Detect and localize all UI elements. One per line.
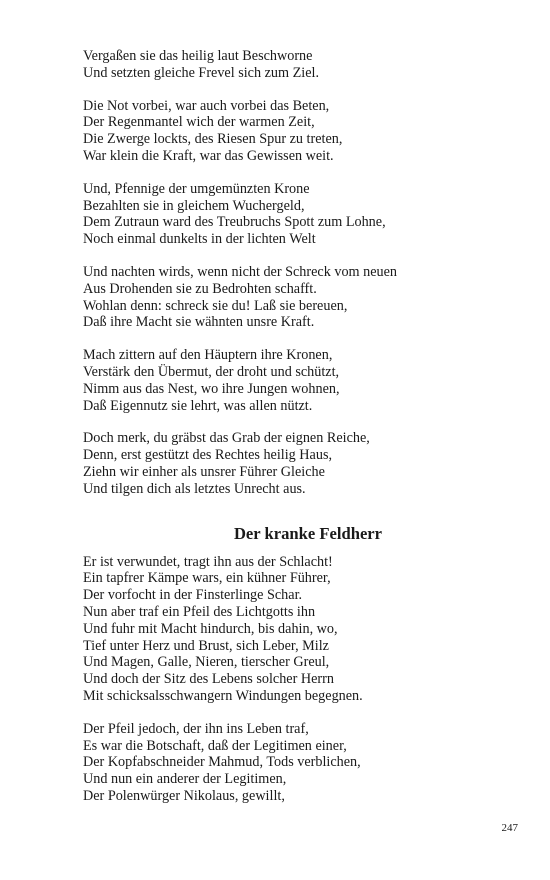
verse-line: Tief unter Herz und Brust, sich Leber, Milz: [83, 637, 329, 654]
verse-line: Und tilgen dich als letztes Unrecht aus.: [83, 480, 306, 497]
verse-line: Mach zittern auf den Häuptern ihre Kronen,: [83, 347, 333, 364]
text-block: [83, 48, 523, 821]
page-number: 247: [501, 822, 518, 834]
verse-line: Die Zwerge lockts, des Riesen Spur zu treten,: [83, 131, 343, 148]
verse-line: Und doch der Sitz des Lebens solcher Herrn: [83, 671, 334, 688]
verse-line: Und setzten gleiche Frevel sich zum Ziel.: [83, 64, 319, 81]
verse-line: Und fuhr mit Macht hindurch, bis dahin, wo,: [83, 620, 338, 637]
poem1-stanza-1: [83, 48, 523, 82]
verse-line: Ein tapfrer Kämpe wars, ein kühner Führer,: [83, 570, 331, 587]
verse-line: Verstärk den Übermut, der droht und schützt,: [83, 363, 340, 380]
verse-line: Denn, erst gestützt des Rechtes heilig Haus,: [83, 447, 333, 464]
verse-line: Er ist verwundet, tragt ihn aus der Schlacht!: [83, 553, 333, 570]
verse-line: Mit schicksalsschwangern Windungen begegnen.: [83, 687, 363, 704]
verse-line: Dem Zutraun ward des Treubruchs Spott zum Lohne,: [83, 214, 386, 231]
verse-line: Daß ihre Macht sie wähnten unsre Kraft.: [83, 314, 315, 331]
verse-line: Ziehn wir einher als unsrer Führer Gleiche: [83, 463, 325, 480]
verse-line: Doch merk, du gräbst das Grab der eignen Reiche,: [83, 430, 370, 447]
verse-line: Noch einmal dunkelts in der lichten Welt: [83, 231, 316, 248]
poem-title: Der kranke Feldherr: [233, 523, 383, 543]
verse-line: Es war die Botschaft, daß der Legitimen einer,: [83, 737, 347, 754]
verse-line: Die Not vorbei, war auch vorbei das Beten,: [83, 97, 330, 114]
verse-line: Nun aber traf ein Pfeil des Lichtgotts ihn: [83, 603, 316, 620]
verse-line: Daß Eigennutz sie lehrt, was allen nützt.: [83, 397, 313, 414]
verse-line: Der Pfeil jedoch, der ihn ins Leben traf,: [83, 720, 309, 737]
verse-line: Bezahlten sie in gleichem Wuchergeld,: [83, 197, 305, 214]
verse-line: Aus Drohenden sie zu Bedrohten schafft.: [83, 280, 317, 297]
verse-line: Und Magen, Galle, Nieren, tierscher Greul,: [83, 654, 330, 671]
verse-line: Der Regenmantel wich der warmen Zeit,: [83, 114, 315, 131]
verse-line: Der vorfocht in der Finsterlinge Schar.: [83, 587, 303, 604]
poem2-stanza-1: [83, 554, 523, 705]
verse-line: Wohlan denn: schreck sie du! Laß sie bereuen,: [83, 297, 348, 314]
verse-line: Und nun ein anderer der Legitimen,: [83, 771, 287, 788]
verse-line: War klein die Kraft, war das Gewissen weit.: [83, 147, 334, 164]
verse-line: Der Polenwürger Nikolaus, gewillt,: [83, 787, 285, 804]
poem2-stanza-2: [83, 721, 523, 805]
poem1-stanza-5: [83, 347, 523, 414]
poem1-stanza-6: [83, 430, 523, 497]
poem1-stanza-3: [83, 181, 523, 248]
verse-line: Und, Pfennige der umgemünzten Krone: [83, 180, 310, 197]
poem1-stanza-4: [83, 264, 523, 331]
verse-line: Nimm aus das Nest, wo ihre Jungen wohnen,: [83, 380, 340, 397]
verse-line: Und nachten wirds, wenn nicht der Schreck vom neuen: [83, 263, 398, 280]
verse-line: Der Kopfabschneider Mahmud, Tods verblichen,: [83, 754, 361, 771]
verse-line: Vergaßen sie das heilig laut Beschworne: [83, 48, 313, 64]
poem1-stanza-2: [83, 98, 523, 165]
